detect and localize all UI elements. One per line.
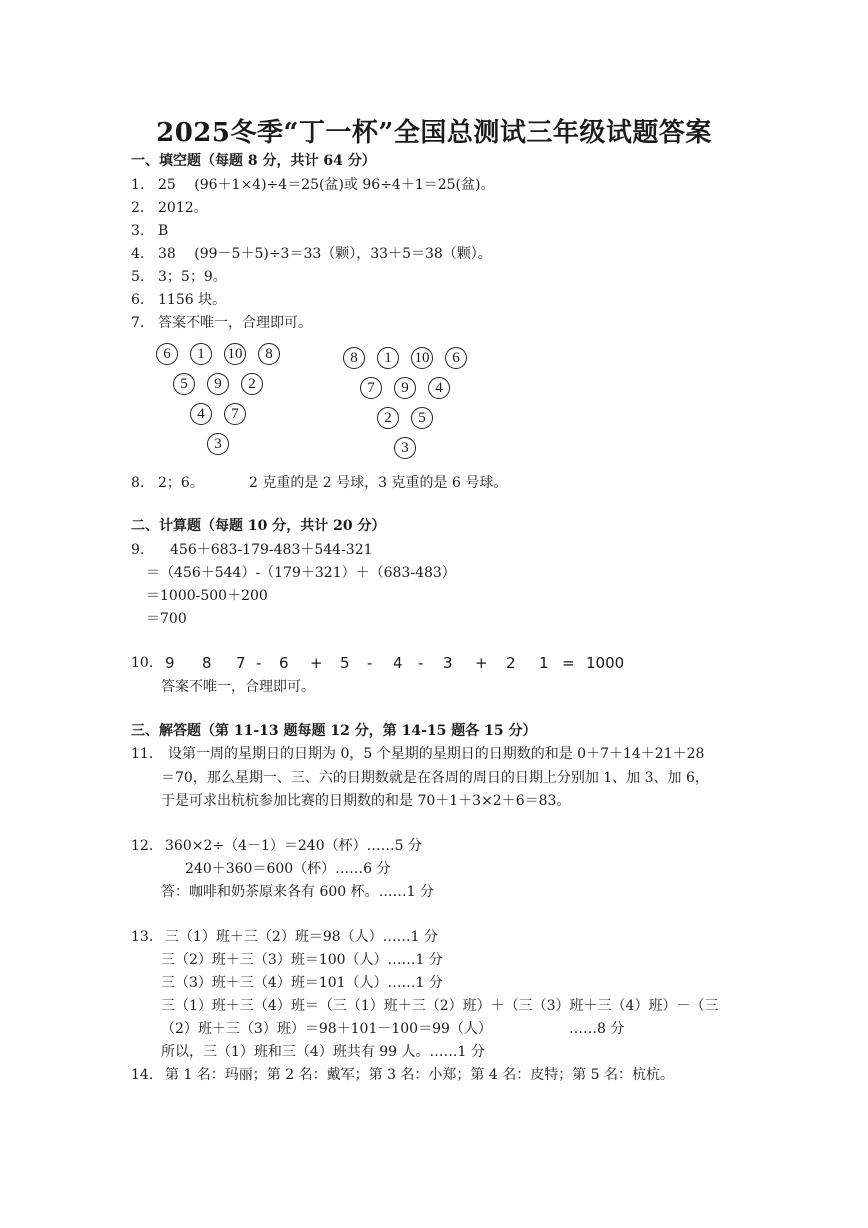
q10-token: 1 (539, 654, 549, 672)
circled-number: 9 (394, 377, 416, 399)
item-answer: 25 (96＋1×4)÷4＝25(盆)或 96÷4＋1＝25(盆)。 (158, 177, 495, 193)
item8-number: 8. (131, 475, 145, 491)
circled-number: 6 (156, 343, 178, 365)
circled-number: 5 (173, 373, 195, 395)
q13-line: 三（1）班＋三（2）班＝98（人）……1 分 (165, 929, 438, 945)
q12-line: 240＋360＝600（杯）……6 分 (185, 861, 391, 877)
q10-token: - (418, 654, 424, 672)
item-answer: 2012。 (158, 200, 208, 216)
q13-number: 13. (131, 929, 154, 945)
q9-line: 456＋683-179-483＋544-321 (170, 542, 373, 558)
q10-token: 5 (340, 654, 350, 672)
circled-number: 2 (241, 373, 263, 395)
q10-token: - (256, 654, 262, 672)
q11-number: 11. (131, 746, 154, 762)
item-number: 2. (131, 200, 145, 216)
q9-line: ＝（456＋544）-（179＋321）＋（683-483） (146, 565, 456, 581)
q13-score: ……8 分 (569, 1021, 625, 1037)
item8-note: 2 克重的是 2 号球，3 克重的是 6 号球。 (249, 475, 508, 491)
q9-line: ＝1000-500＋200 (146, 588, 268, 604)
q12-line: 360×2÷（4－1）＝240（杯）……5 分 (165, 838, 422, 854)
document-title: 2025冬季“丁一杯”全国总测试三年级试题答案 (156, 118, 712, 148)
q13-line: 三（3）班＋三（4）班＝101（人）……1 分 (161, 975, 443, 991)
circled-number: 7 (224, 403, 246, 425)
circled-number: 10 (411, 347, 433, 369)
q10-token: - (367, 654, 373, 672)
circled-number: 4 (428, 377, 450, 399)
q10-token: 1000 (586, 654, 625, 672)
item-number: 7. (131, 315, 145, 331)
q10-token: + (310, 654, 323, 672)
circled-number: 4 (190, 403, 212, 425)
item-number: 1. (131, 177, 145, 193)
q12-number: 12. (131, 838, 154, 854)
item-answer: 1156 块。 (158, 292, 227, 308)
circled-number: 3 (394, 437, 416, 459)
item-number: 6. (131, 292, 145, 308)
q12-line: 答：咖啡和奶茶原来各有 600 杯。……1 分 (161, 884, 434, 900)
q10-token: + (475, 654, 488, 672)
q10-token: 2 (506, 654, 516, 672)
section2-heading: 二、计算题（每题 10 分，共计 20 分） (131, 518, 386, 534)
item-number: 5. (131, 269, 145, 285)
q10-number: 10. (131, 655, 154, 671)
circled-number: 9 (207, 373, 229, 395)
item-answer: 38 (99－5＋5)÷3＝33（颗），33＋5＝38（颗）。 (158, 246, 492, 262)
q13-line: 所以，三（1）班和三（4）班共有 99 人。……1 分 (161, 1044, 485, 1060)
circled-number: 2 (377, 407, 399, 429)
q14-text: 第 1 名：玛丽；第 2 名：戴军；第 3 名：小郑；第 4 名：皮特；第 5 名：杭杭。 (165, 1067, 675, 1083)
circled-number: 1 (377, 347, 399, 369)
q10-token: 3 (443, 654, 453, 672)
section3-heading: 三、解答题（第 11-13 题每题 12 分，第 14-15 题各 15 分） (131, 723, 537, 739)
q10-token: 8 (202, 654, 212, 672)
circled-number: 8 (258, 343, 280, 365)
circled-number: 7 (360, 377, 382, 399)
q13-line: 三（1）班＋三（4）班＝（三（1）班＋三（2）班）＋（三（3）班＋三（4）班）－（三 (161, 998, 719, 1014)
circled-number: 1 (190, 343, 212, 365)
q11-line: 设第一周的星期日的日期为 0，5 个星期的星期日的日期数的和是 0＋7＋14＋21＋28 (168, 746, 705, 762)
item-number: 3. (131, 223, 145, 239)
q10-token: 6 (279, 654, 289, 672)
q13-line: 三（2）班＋三（3）班＝100（人）……1 分 (161, 952, 443, 968)
q13-line: （2）班＋三（3）班）＝98＋101－100＝99（人） (161, 1021, 492, 1037)
item-number: 4. (131, 246, 145, 262)
q14-number: 14. (131, 1067, 154, 1083)
q10-note: 答案不唯一，合理即可。 (161, 679, 315, 695)
q10-token: = (562, 654, 575, 672)
q10-token: 7 (236, 654, 246, 672)
q9-number: 9. (131, 542, 145, 558)
q11-line: 于是可求出杭杭参加比赛的日期数的和是 70＋1＋3×2＋6＝83。 (161, 793, 571, 809)
circled-number: 8 (343, 347, 365, 369)
item-answer: 3；5；9。 (158, 269, 227, 285)
circled-number: 5 (411, 407, 433, 429)
q10-token: 9 (165, 654, 175, 672)
circled-number: 10 (224, 343, 246, 365)
section1-heading: 一、填空题（每题 8 分，共计 64 分） (131, 153, 376, 169)
item8-answer: 2；6。 (158, 475, 204, 491)
q11-line: ＝70，那么星期一、三、六的日期数就是在各周的周日的日期上分别加 1、加 3、加 6， (161, 770, 709, 786)
circled-number: 3 (207, 433, 229, 455)
circled-number: 6 (445, 347, 467, 369)
item-answer: 答案不唯一，合理即可。 (158, 315, 312, 331)
q9-line: ＝700 (146, 611, 187, 627)
q10-token: 4 (393, 654, 403, 672)
item-answer: B (158, 223, 169, 239)
